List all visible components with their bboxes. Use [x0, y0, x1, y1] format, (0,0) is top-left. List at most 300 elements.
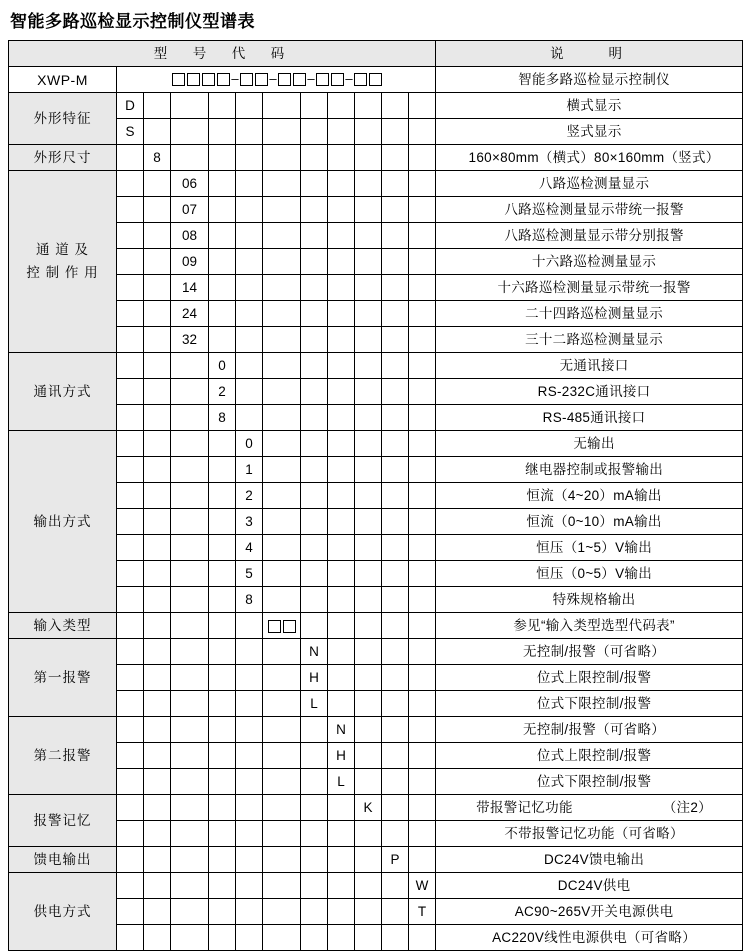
spacer-cell — [209, 223, 236, 249]
code-cell — [409, 925, 436, 951]
spacer-cell — [144, 925, 171, 951]
row-description: 横式显示 — [436, 93, 743, 119]
code-cell: 2 — [209, 379, 236, 405]
spacer-cell — [144, 327, 171, 353]
table-row — [9, 301, 743, 327]
spacer-cell — [301, 431, 328, 457]
spacer-cell — [382, 145, 409, 171]
spacer-cell — [209, 431, 236, 457]
spacer-cell — [382, 275, 409, 301]
spacer-cell — [263, 847, 301, 873]
code-cell: W — [409, 873, 436, 899]
spacer-cell — [117, 145, 144, 171]
row-description: 竖式显示 — [436, 119, 743, 145]
table-row — [9, 821, 743, 847]
spacer-cell — [355, 197, 382, 223]
spacer-cell — [144, 509, 171, 535]
spacer-cell — [409, 301, 436, 327]
spacer-cell — [382, 925, 409, 951]
spacer-cell — [263, 249, 301, 275]
table-row — [9, 561, 743, 587]
spacer-cell — [263, 509, 301, 535]
spacer-cell — [301, 587, 328, 613]
group-label-line1: 通 道 及 — [35, 241, 89, 257]
spacer-cell — [236, 691, 263, 717]
spacer-cell — [263, 587, 301, 613]
spacer-cell — [144, 405, 171, 431]
spacer-cell — [409, 483, 436, 509]
spacer-cell — [355, 301, 382, 327]
spacer-cell — [236, 925, 263, 951]
spacer-cell — [144, 93, 171, 119]
row-description: RS-232C通讯接口 — [436, 379, 743, 405]
spacer-cell — [144, 457, 171, 483]
spacer-cell — [382, 301, 409, 327]
spacer-cell — [382, 171, 409, 197]
spacer-cell — [236, 379, 263, 405]
code-cell: 07 — [171, 197, 209, 223]
spacer-cell — [117, 769, 144, 795]
table-row — [9, 769, 743, 795]
spacer-cell — [301, 275, 328, 301]
spacer-cell — [328, 665, 355, 691]
row-description: DC24V馈电输出 — [436, 847, 743, 873]
spec-table — [8, 40, 743, 951]
spacer-cell — [355, 171, 382, 197]
spacer-cell — [301, 613, 328, 639]
spacer-cell — [144, 431, 171, 457]
code-cell: 0 — [236, 431, 263, 457]
group-label-feed-output: 馈电输出 — [9, 847, 117, 873]
spacer-cell — [409, 327, 436, 353]
group-label-channels — [9, 171, 117, 353]
code-cell: 8 — [144, 145, 171, 171]
spacer-cell — [117, 509, 144, 535]
spacer-cell — [409, 535, 436, 561]
table-row — [9, 509, 743, 535]
spacer-cell — [144, 197, 171, 223]
spacer-cell — [171, 405, 209, 431]
spacer-cell — [382, 353, 409, 379]
spacer-cell — [328, 483, 355, 509]
spacer-cell — [117, 275, 144, 301]
spacer-cell — [144, 691, 171, 717]
spacer-cell — [144, 769, 171, 795]
spacer-cell — [117, 613, 144, 639]
spacer-cell — [328, 275, 355, 301]
row-note: （注2） — [662, 800, 712, 816]
spacer-cell — [263, 457, 301, 483]
spacer-cell — [409, 93, 436, 119]
spacer-cell — [263, 821, 301, 847]
table-row — [9, 925, 743, 951]
spacer-cell — [144, 379, 171, 405]
spacer-cell — [328, 899, 355, 925]
spacer-cell — [328, 145, 355, 171]
spacer-cell — [263, 665, 301, 691]
spacer-cell — [382, 119, 409, 145]
spacer-cell — [409, 431, 436, 457]
spacer-cell — [409, 223, 436, 249]
spacer-cell — [328, 613, 355, 639]
spacer-cell — [301, 379, 328, 405]
spacer-cell — [301, 249, 328, 275]
table-row — [9, 639, 743, 665]
table-row — [9, 535, 743, 561]
code-cell — [263, 613, 301, 639]
spacer-cell — [409, 795, 436, 821]
code-cell: 4 — [236, 535, 263, 561]
group-label-alarm2: 第二报警 — [9, 717, 117, 795]
table-row — [9, 431, 743, 457]
code-cell: 24 — [171, 301, 209, 327]
spacer-cell — [236, 171, 263, 197]
code-box — [268, 620, 281, 633]
spacer-cell — [263, 431, 301, 457]
spacer-cell — [355, 535, 382, 561]
code-box — [316, 73, 329, 86]
spacer-cell — [301, 223, 328, 249]
spacer-cell — [171, 665, 209, 691]
row-description: 二十四路巡检测量显示 — [436, 301, 743, 327]
spacer-cell — [263, 769, 301, 795]
spacer-cell — [382, 509, 409, 535]
spacer-cell — [209, 93, 236, 119]
spacer-cell — [144, 249, 171, 275]
spacer-cell — [117, 223, 144, 249]
spacer-cell — [301, 353, 328, 379]
table-row — [9, 223, 743, 249]
spacer-cell — [171, 457, 209, 483]
row-description: 无通讯接口 — [436, 353, 743, 379]
spacer-cell — [328, 93, 355, 119]
spacer-cell — [171, 769, 209, 795]
spacer-cell — [117, 821, 144, 847]
spacer-cell — [117, 873, 144, 899]
row-description: DC24V供电 — [436, 873, 743, 899]
code-cell: 8 — [236, 587, 263, 613]
spacer-cell — [263, 379, 301, 405]
spacer-cell — [209, 483, 236, 509]
spacer-cell — [382, 535, 409, 561]
spacer-cell — [171, 639, 209, 665]
code-box — [354, 73, 367, 86]
spacer-cell — [301, 821, 328, 847]
spacer-cell — [382, 405, 409, 431]
row-description: 无控制/报警（可省略） — [436, 639, 743, 665]
spacer-cell — [355, 587, 382, 613]
spacer-cell — [409, 587, 436, 613]
spacer-cell — [171, 873, 209, 899]
table-row — [9, 119, 743, 145]
spacer-cell — [171, 145, 209, 171]
spacer-cell — [263, 405, 301, 431]
spacer-cell — [301, 535, 328, 561]
spacer-cell — [236, 93, 263, 119]
spacer-cell — [171, 379, 209, 405]
spacer-cell — [328, 925, 355, 951]
spacer-cell — [301, 847, 328, 873]
table-row — [9, 483, 743, 509]
spacer-cell — [301, 119, 328, 145]
spacer-cell — [209, 873, 236, 899]
group-label-output: 输出方式 — [9, 431, 117, 613]
spacer-cell — [209, 561, 236, 587]
code-cell: P — [382, 847, 409, 873]
table-row — [9, 795, 743, 821]
spacer-cell — [328, 327, 355, 353]
spacer-cell — [263, 171, 301, 197]
spacer-cell — [355, 327, 382, 353]
spacer-cell — [301, 561, 328, 587]
code-cell — [355, 821, 382, 847]
code-box — [202, 73, 215, 86]
spacer-cell — [263, 795, 301, 821]
code-cell: 14 — [171, 275, 209, 301]
spacer-cell — [263, 561, 301, 587]
spacer-cell — [144, 795, 171, 821]
spacer-cell — [117, 431, 144, 457]
table-row — [9, 899, 743, 925]
spacer-cell — [263, 197, 301, 223]
spacer-cell — [382, 327, 409, 353]
spacer-cell — [236, 119, 263, 145]
row-description: 不带报警记忆功能（可省略） — [436, 821, 743, 847]
spacer-cell — [117, 379, 144, 405]
spacer-cell — [355, 769, 382, 795]
row-description: 十六路巡检测量显示带统一报警 — [436, 275, 743, 301]
spacer-cell — [171, 743, 209, 769]
spacer-cell — [409, 847, 436, 873]
spacer-cell — [209, 327, 236, 353]
spacer-cell — [236, 743, 263, 769]
model-label: XWP-M — [9, 67, 117, 93]
spacer-cell — [263, 275, 301, 301]
spacer-cell — [236, 275, 263, 301]
code-dash: – — [269, 71, 277, 87]
spacer-cell — [144, 665, 171, 691]
row-description: 八路巡检测量显示带统一报警 — [436, 197, 743, 223]
spacer-cell — [209, 691, 236, 717]
spacer-cell — [301, 717, 328, 743]
spacer-cell — [209, 743, 236, 769]
model-code-boxes — [117, 67, 436, 93]
spacer-cell — [382, 431, 409, 457]
table-row — [9, 873, 743, 899]
spacer-cell — [171, 561, 209, 587]
spacer-cell — [409, 405, 436, 431]
spacer-cell — [301, 483, 328, 509]
spacer-cell — [209, 197, 236, 223]
code-cell: H — [328, 743, 355, 769]
spacer-cell — [209, 717, 236, 743]
spacer-cell — [209, 457, 236, 483]
spacer-cell — [209, 301, 236, 327]
spacer-cell — [409, 639, 436, 665]
spacer-cell — [328, 691, 355, 717]
spacer-cell — [355, 691, 382, 717]
spacer-cell — [117, 587, 144, 613]
spacer-cell — [382, 795, 409, 821]
spacer-cell — [236, 249, 263, 275]
code-cell: D — [117, 93, 144, 119]
spacer-cell — [117, 249, 144, 275]
code-cell: 0 — [209, 353, 236, 379]
table-row — [9, 847, 743, 873]
code-cell: 06 — [171, 171, 209, 197]
row-description: 八路巡检测量显示 — [436, 171, 743, 197]
table-row — [9, 743, 743, 769]
spacer-cell — [301, 509, 328, 535]
row-description: 位式上限控制/报警 — [436, 665, 743, 691]
spacer-cell — [382, 197, 409, 223]
spacer-cell — [236, 665, 263, 691]
spacer-cell — [409, 353, 436, 379]
spacer-cell — [117, 561, 144, 587]
spacer-cell — [171, 899, 209, 925]
spacer-cell — [328, 197, 355, 223]
spacer-cell — [209, 171, 236, 197]
code-dash: – — [307, 71, 315, 87]
spacer-cell — [328, 847, 355, 873]
spacer-cell — [209, 639, 236, 665]
code-box — [293, 73, 306, 86]
spacer-cell — [144, 301, 171, 327]
spacer-cell — [263, 899, 301, 925]
spacer-cell — [209, 925, 236, 951]
spacer-cell — [144, 353, 171, 379]
code-cell: 2 — [236, 483, 263, 509]
spacer-cell — [382, 483, 409, 509]
row-description: RS-485通讯接口 — [436, 405, 743, 431]
spacer-cell — [355, 847, 382, 873]
spacer-cell — [144, 821, 171, 847]
table-row — [9, 327, 743, 353]
spacer-cell — [171, 353, 209, 379]
spacer-cell — [144, 613, 171, 639]
spacer-cell — [236, 899, 263, 925]
code-box — [255, 73, 268, 86]
spacer-cell — [355, 353, 382, 379]
spacer-cell — [355, 509, 382, 535]
spacer-cell — [209, 509, 236, 535]
spacer-cell — [382, 691, 409, 717]
spacer-cell — [236, 145, 263, 171]
spacer-cell — [144, 483, 171, 509]
spacer-cell — [328, 561, 355, 587]
table-row — [9, 249, 743, 275]
spacer-cell — [263, 483, 301, 509]
spacer-cell — [209, 119, 236, 145]
header-model-code: 型 号 代 码 — [9, 41, 436, 67]
spacer-cell — [236, 197, 263, 223]
code-dash: – — [345, 71, 353, 87]
spacer-cell — [382, 639, 409, 665]
code-box — [369, 73, 382, 86]
spacer-cell — [171, 119, 209, 145]
spacer-cell — [301, 899, 328, 925]
spacer-cell — [144, 171, 171, 197]
spacer-cell — [328, 509, 355, 535]
spacer-cell — [382, 587, 409, 613]
code-cell: 09 — [171, 249, 209, 275]
spacer-cell — [301, 873, 328, 899]
code-cell: H — [301, 665, 328, 691]
spacer-cell — [382, 821, 409, 847]
code-cell: 32 — [171, 327, 209, 353]
spacer-cell — [117, 925, 144, 951]
table-row — [9, 275, 743, 301]
model-description: 智能多路巡检显示控制仪 — [436, 67, 743, 93]
spacer-cell — [117, 171, 144, 197]
spacer-cell — [355, 899, 382, 925]
group-label-power-supply: 供电方式 — [9, 873, 117, 951]
spacer-cell — [382, 717, 409, 743]
code-cell: L — [328, 769, 355, 795]
spacer-cell — [144, 873, 171, 899]
spacer-cell — [209, 535, 236, 561]
spacer-cell — [328, 821, 355, 847]
spacer-cell — [409, 509, 436, 535]
spacer-cell — [328, 119, 355, 145]
table-row — [9, 613, 743, 639]
spacer-cell — [171, 535, 209, 561]
spacer-cell — [117, 691, 144, 717]
spacer-cell — [263, 145, 301, 171]
spacer-cell — [263, 925, 301, 951]
spacer-cell — [263, 327, 301, 353]
row-description: 恒流（0~10）mA输出 — [436, 509, 743, 535]
spacer-cell — [117, 743, 144, 769]
spacer-cell — [301, 925, 328, 951]
code-cell: T — [409, 899, 436, 925]
table-row — [9, 145, 743, 171]
spacer-cell — [117, 483, 144, 509]
spacer-cell — [117, 301, 144, 327]
spacer-cell — [382, 249, 409, 275]
spacer-cell — [382, 561, 409, 587]
group-label-communication: 通讯方式 — [9, 353, 117, 431]
code-cell: S — [117, 119, 144, 145]
table-row — [9, 93, 743, 119]
spacer-cell — [355, 275, 382, 301]
table-row — [9, 457, 743, 483]
spacer-cell — [236, 639, 263, 665]
spacer-cell — [209, 249, 236, 275]
spacer-cell — [355, 431, 382, 457]
spacer-cell — [328, 353, 355, 379]
table-row — [9, 171, 743, 197]
spacer-cell — [236, 717, 263, 743]
row-description: 特殊规格输出 — [436, 587, 743, 613]
row-description — [436, 795, 743, 821]
spacer-cell — [171, 483, 209, 509]
spacer-cell — [263, 119, 301, 145]
spacer-cell — [382, 873, 409, 899]
spacer-cell — [144, 223, 171, 249]
spacer-cell — [117, 899, 144, 925]
spacer-cell — [171, 431, 209, 457]
spacer-cell — [144, 275, 171, 301]
spacer-cell — [301, 301, 328, 327]
row-description: 无输出 — [436, 431, 743, 457]
spacer-cell — [355, 639, 382, 665]
spacer-cell — [301, 457, 328, 483]
spacer-cell — [328, 301, 355, 327]
spacer-cell — [117, 717, 144, 743]
spacer-cell — [328, 223, 355, 249]
spacer-cell — [301, 145, 328, 171]
